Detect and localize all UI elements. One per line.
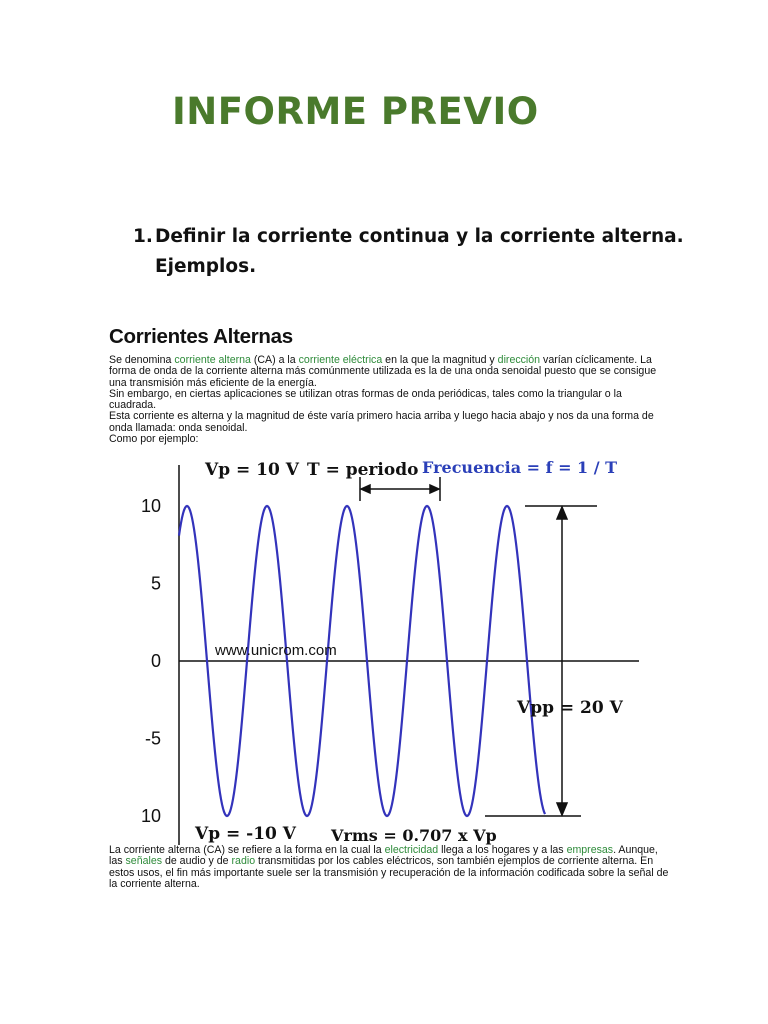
link-direccion[interactable]: dirección [497, 354, 541, 366]
vpp-arrow-down [557, 803, 567, 815]
text-span: Se denomina [109, 354, 175, 366]
period-marker [360, 477, 440, 501]
link-corriente-alterna[interactable]: corriente alterna [174, 354, 251, 366]
text-span: de audio y de [162, 855, 232, 868]
question-number: 1. [133, 226, 153, 247]
text-span: en la que la magnitud y [382, 354, 498, 366]
link-corriente-electrica[interactable]: corriente eléctrica [298, 354, 383, 366]
intro-paragraph [109, 355, 669, 445]
period-arrow-left [361, 485, 370, 493]
y-tick-label: 0 [150, 651, 161, 671]
y-tick-labels [141, 496, 161, 826]
text-span: Sin embargo, en ciertas aplicaciones se utilizan otras formas de onda periódicas, tales como la triangular o la cuadrada. [109, 387, 622, 412]
link-electricidad[interactable]: electricidad [384, 844, 439, 856]
vp-label: Vp = 10 V [205, 460, 299, 480]
y-tick-label: 5 [150, 573, 161, 594]
text-span: La corriente alterna (CA) se refiere a la forma en la cual la [109, 844, 385, 856]
watermark: www.unicrom.com [215, 642, 337, 659]
frecuencia-label: Frecuencia = f = 1 / T [422, 458, 618, 477]
text-span: Esta corriente es alterna y la magnitud de éste varía primero hacia arriba y luego hacia abajo y nos da una forma de onda llamada: onda senoidal. [109, 410, 654, 434]
section-title: Corrientes Alternas [109, 325, 293, 348]
link-empresas[interactable]: empresas [566, 844, 614, 856]
y-tick-label: 10 [140, 806, 161, 826]
sine-wave-chart [109, 455, 649, 847]
closing-paragraph [109, 845, 669, 890]
vneg-label: Vp = -10 V [195, 824, 296, 844]
text-span: transmitidas por los cables eléctricos, son también ejemplos de corriente alterna. En estos usos, el fin más importante suele ser la transmisión y recuperación de la información codificada sobre la señal de la corriente alterna. [109, 855, 669, 890]
document-title: INFORME PREVIO [172, 90, 539, 133]
link-radio[interactable]: radio [231, 855, 256, 868]
text-span: Como por ejemplo: [109, 433, 199, 446]
vrms-label: Vrms = 0.707 x Vp [331, 826, 497, 845]
vpp-label: Vpp = 20 V [517, 698, 623, 718]
vpp-arrow-up [557, 507, 567, 519]
periodo-label: T = periodo [307, 460, 419, 480]
period-arrow-right [430, 485, 439, 493]
y-tick-label: -5 [144, 728, 161, 749]
chart-svg [109, 455, 649, 847]
text-span: varían cíclicamente. La forma de onda de la corriente alterna más comúnmente utilizada es la de una onda senoidal puesto que se consigue una transmisión más eficiente de la energía. [109, 354, 657, 389]
text-span: . Aunque, las [109, 844, 658, 868]
question-1 [133, 222, 693, 282]
question-text: Definir la corriente continua y la corriente alterna. Ejemplos. [155, 226, 684, 277]
link-senales[interactable]: señales [125, 855, 163, 868]
y-tick-label: 10 [140, 496, 161, 516]
text-span: llega a los hogares y a las [438, 844, 567, 856]
text-span: (CA) a la [250, 354, 299, 366]
